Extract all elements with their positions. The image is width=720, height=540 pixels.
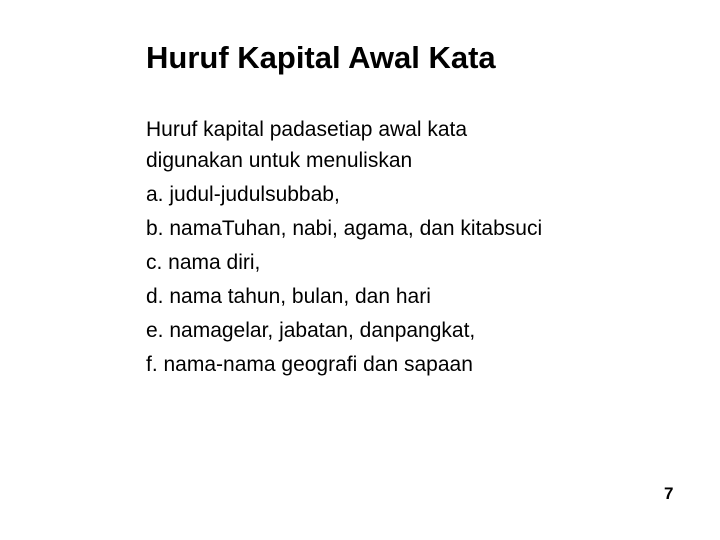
page-number: 7: [664, 484, 674, 503]
list-item-c: c. nama diri,: [146, 251, 261, 274]
list-item-b: b. namaTuhan, nabi, agama, dan kitabsuci: [146, 217, 543, 240]
list-item-d: d. nama tahun, bulan, dan hari: [146, 285, 431, 308]
body-line-intro-2: digunakan untuk menuliskan: [146, 149, 413, 172]
list-item-a: a. judul-judulsubbab,: [146, 183, 340, 206]
list-item-f: f. nama-nama geografi dan sapaan: [146, 353, 473, 376]
slide-body: [146, 115, 706, 382]
body-line-intro-1: Huruf kapital padasetiap awal kata: [146, 118, 468, 141]
list-item-e: e. namagelar, jabatan, danpangkat,: [146, 319, 476, 342]
slide-title: Huruf Kapital Awal Kata: [146, 40, 496, 75]
